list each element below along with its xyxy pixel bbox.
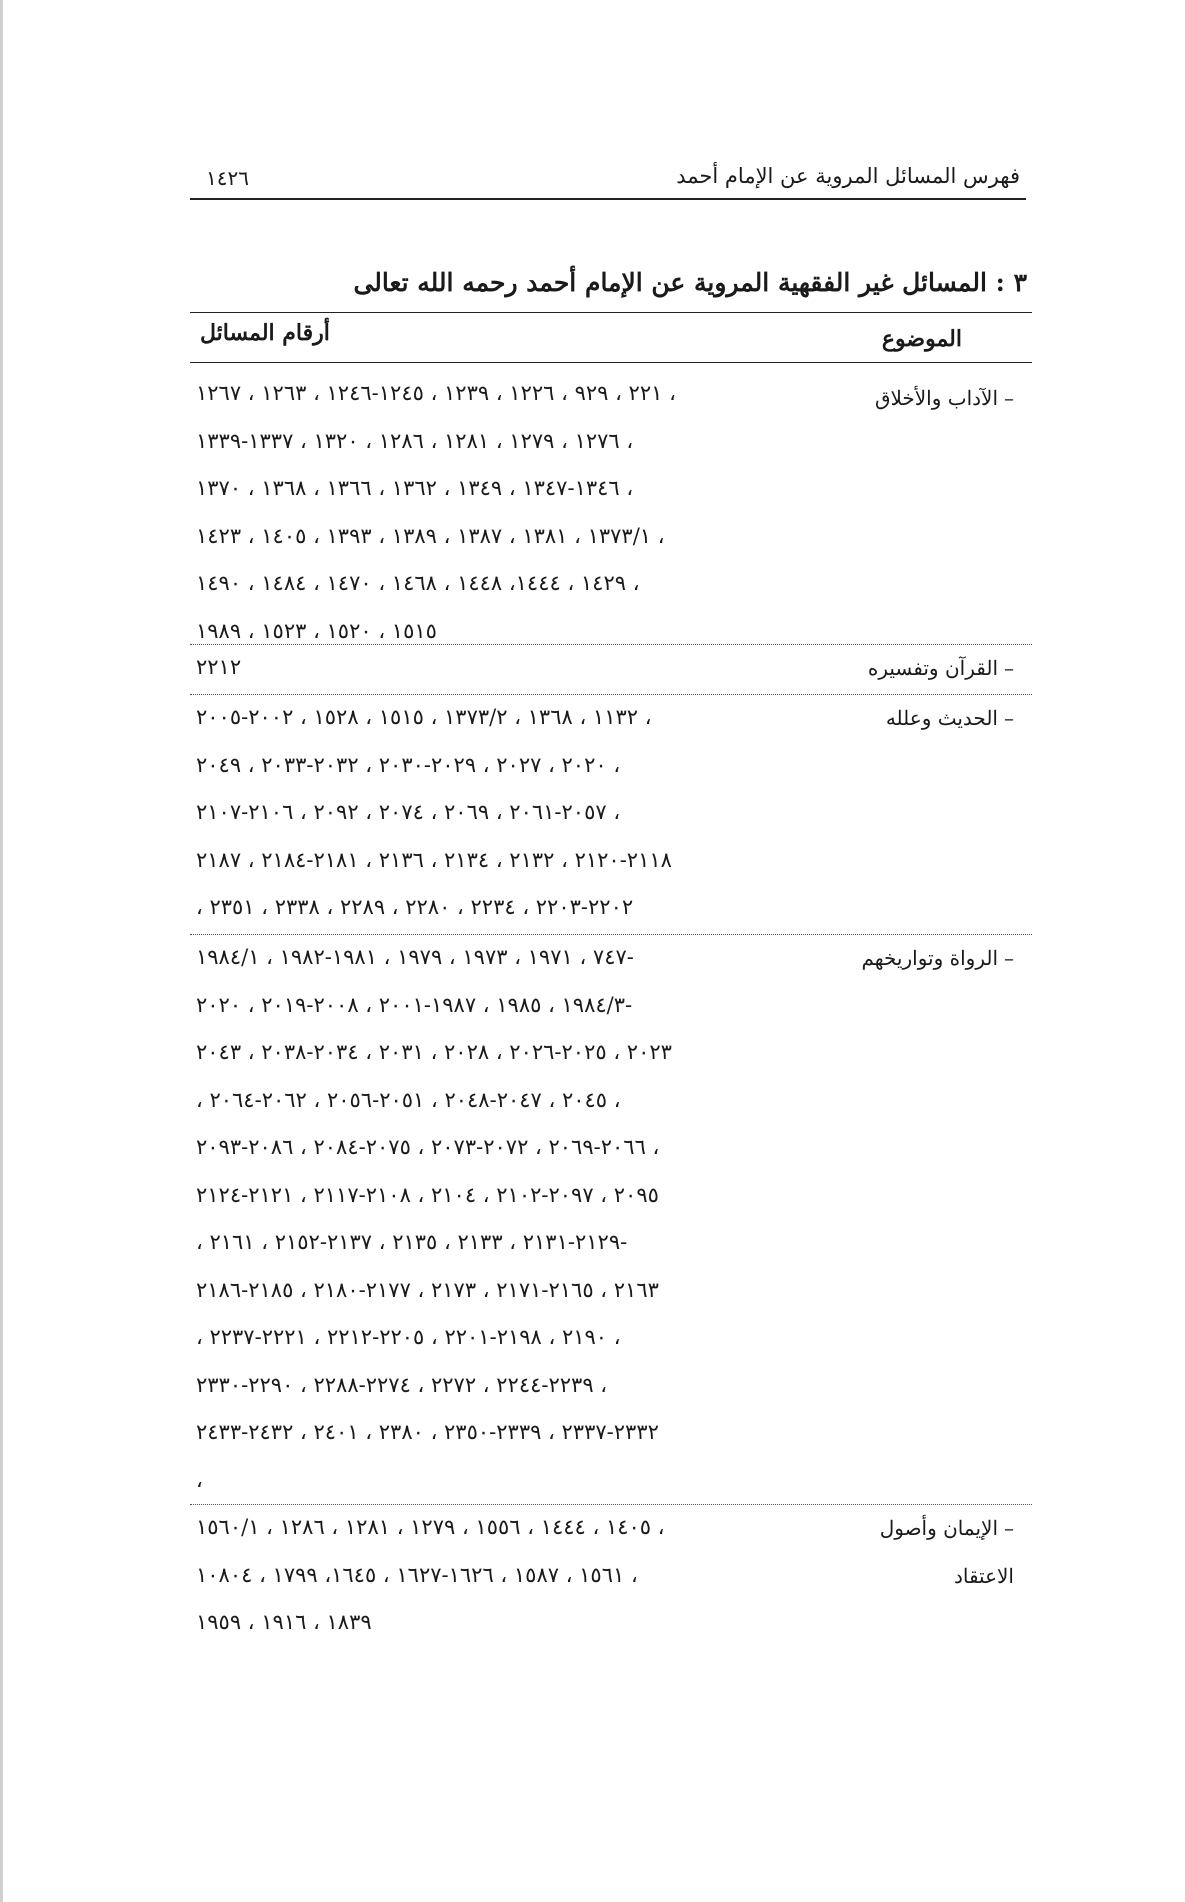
entry-topic: –الرواة وتواريخهم bbox=[861, 946, 1014, 970]
numbers-line: ١٣٧٣/١ ، ١٣٨١ ، ١٣٨٧ ، ١٣٨٩ ، ١٣٩٣ ، ١٤٠٥ ، ١٤٢٣ ، bbox=[196, 523, 665, 548]
numbers-line: ٢١١٨-٢١٢٠ ، ٢١٣٢ ، ٢١٣٤ ، ٢١٣٦ ، ٢١٨١-٢١٨٤ ، ٢١٨٧ bbox=[196, 847, 672, 872]
numbers-line: ١٥٦١ ، ١٥٨٧ ، ١٦٢٦-١٦٢٧ ، ١٦٤٥، ١٧٩٩ ، ١٠٨٠٤ ، bbox=[196, 1562, 638, 1587]
numbers-line: ١٤٠٥ ، ١٤٤٤ ، ١٥٥٦ ، ١٢٧٩ ، ١٢٨١ ، ١٢٨٦ ، ١٥٦٠/١ ، bbox=[196, 1515, 665, 1539]
entry-numbers bbox=[196, 1504, 836, 1647]
entry-numbers bbox=[196, 644, 836, 692]
index-entry bbox=[190, 644, 1032, 694]
index-entry bbox=[190, 1504, 1032, 1654]
index-table-header bbox=[190, 316, 1032, 362]
numbers-line: ، ٢٢٠٢-٢٢٠٣ ، ٢٢٣٤ ، ٢٢٨٠ ، ٢٢٨٩ ، ٢٣٣٨ ، ٢٣٥١ bbox=[196, 895, 634, 919]
numbers-line: ٢٢١٢ bbox=[196, 655, 242, 679]
numbers-line: ٢٠٦٦-٢٠٦٩ ، ٢٠٧٢-٢٠٧٣ ، ٢٠٧٥-٢٠٨٤ ، ٢٠٨٦-٢٠٩٣ ، bbox=[196, 1135, 660, 1159]
page-edge-shadow bbox=[0, 0, 3, 1902]
numbers-line: ٢٠٥٧-٢٠٦١ ، ٢٠٦٩ ، ٢٠٧٤ ، ٢٠٩٢ ، ٢١٠٦-٢١٠٧ ، bbox=[196, 800, 621, 824]
entry-numbers bbox=[196, 934, 836, 1504]
numbers-line: ٢٠٢٠ ، ٢٠٢٧ ، ٢٠٢٩-٢٠٣٠ ، ٢٠٣٢-٢٠٣٣ ، ٢٠٤٩ ، bbox=[196, 752, 621, 777]
numbers-line: ١٨٣٩ ، ١٩١٦ ، ١٩٥٩ bbox=[196, 1610, 372, 1634]
running-header-title: فهرس المسائل المروية عن الإمام أحمد bbox=[676, 164, 1020, 188]
entry-topic: –الحديث وعلله bbox=[885, 706, 1014, 730]
section-title: ٣ : المسائل غير الفقهية المروية عن الإمام أحمد رحمه الله تعالى bbox=[353, 268, 1027, 297]
numbers-line: ١٣٤٦-١٣٤٧ ، ١٣٤٩ ، ١٣٦٢ ، ١٣٦٦ ، ١٣٦٨ ، ١٣٧٠ ، bbox=[196, 476, 634, 500]
numbers-line: ٢٢٣٩-٢٢٤٤ ، ٢٢٧٢ ، ٢٢٧٤-٢٢٨٨ ، ٢٢٩٠-٢٣٣٠ ، bbox=[196, 1372, 608, 1397]
entry-numbers bbox=[196, 694, 836, 932]
page-number: ١٤٢٦ bbox=[206, 166, 249, 190]
numbers-line: ٢١٦٣ ، ٢١٦٥-٢١٧١ ، ٢١٧٣ ، ٢١٧٧-٢١٨٠ ، ٢١٨٥-٢١٨٦ bbox=[196, 1277, 659, 1302]
numbers-line: ١٩٨٤/٣ ، ١٩٨٥ ، ١٩٨٧-٢٠٠١ ، ٢٠٠٨-٢٠١٩ ، ٢٠٢٠- bbox=[196, 992, 633, 1017]
entry-numbers bbox=[196, 370, 836, 655]
numbers-line: ٢٣٣٢-٢٣٣٧ ، ٢٣٣٩-٢٣٥٠ ، ٢٣٨٠ ، ٢٤٠١ ، ٢٤٣٢-٢٤٣٣ bbox=[196, 1420, 659, 1444]
topic-column-header: الموضوع bbox=[881, 326, 962, 352]
numbers-line: ، ٢٠٤٥ ، ٢٠٤٧-٢٠٤٨ ، ٢٠٥١-٢٠٥٦ ، ٢٠٦٢-٢٠٦٤ ، bbox=[196, 1087, 621, 1112]
entry-topic: –الآداب والأخلاق bbox=[874, 386, 1014, 410]
index-entry bbox=[190, 364, 1032, 644]
entry-topic: –الإيمان وأصول الاعتقاد bbox=[879, 1516, 1014, 1588]
numbers-line: ١١٣٢ ، ١٣٦٨ ، ١٣٧٣/٢ ، ١٥١٥ ، ١٥٢٨ ، ٢٠٠٢-٢٠٠٥ ، bbox=[196, 705, 652, 729]
numbers-line: ، ٢١٩٠ ، ٢١٩٨-٢٢٠١ ، ٢٢٠٥-٢٢١٢ ، ٢٢٢١-٢٢٣٧ ، bbox=[196, 1325, 621, 1349]
numbers-line: ، ٢١٢٩-٢١٣١ ، ٢١٣٣ ، ٢١٣٥ ، ٢١٣٧-٢١٥٢ ، ٢١٦١- bbox=[196, 1230, 628, 1254]
numbers-line: ٧٤٧ ، ١٩٧١ ، ١٩٧٣ ، ١٩٧٩ ، ١٩٨١-١٩٨٢ ، ١٩٨٤/١- bbox=[196, 945, 634, 969]
section-title-rule bbox=[190, 312, 1032, 313]
running-header bbox=[190, 158, 1026, 200]
table-header-rule bbox=[190, 362, 1032, 363]
numbers-line: ٢٠٢٣ ، ٢٠٢٥-٢٠٢٦ ، ٢٠٢٨ ، ٢٠٣١ ، ٢٠٣٤-٢٠٣٨ ، ٢٠٤٣ bbox=[196, 1040, 672, 1064]
index-entry bbox=[190, 694, 1032, 934]
entry-topic: –القرآن وتفسيره bbox=[867, 656, 1014, 680]
numbers-column-header: أرقام المسائل bbox=[200, 320, 330, 346]
numbers-line: ١٤٢٩ ، ١٤٤٤، ١٤٤٨ ، ١٤٦٨ ، ١٤٧٠ ، ١٤٨٤ ، ١٤٩٠ ، bbox=[196, 571, 640, 595]
numbers-line: ٢٠٩٥ ، ٢٠٩٧-٢١٠٢ ، ٢١٠٤ ، ٢١٠٨-٢١١٧ ، ٢١٢١-٢١٢٤ bbox=[196, 1182, 659, 1207]
numbers-line: ، bbox=[196, 1467, 203, 1492]
numbers-line: ٢٢١ ، ٩٢٩ ، ١٢٢٦ ، ١٢٣٩ ، ١٢٤٥-١٢٤٦ ، ١٢٦٣ ، ١٢٦٧ ، bbox=[196, 381, 676, 405]
numbers-line: ١٥١٥ ، ١٥٢٠ ، ١٥٢٣ ، ١٩٨٩ bbox=[196, 618, 437, 643]
numbers-line: ١٢٧٦ ، ١٢٧٩ ، ١٢٨١ ، ١٢٨٦ ، ١٣٢٠ ، ١٣٣٧-١٣٣٩ ، bbox=[196, 428, 634, 453]
index-entry bbox=[190, 934, 1032, 1504]
